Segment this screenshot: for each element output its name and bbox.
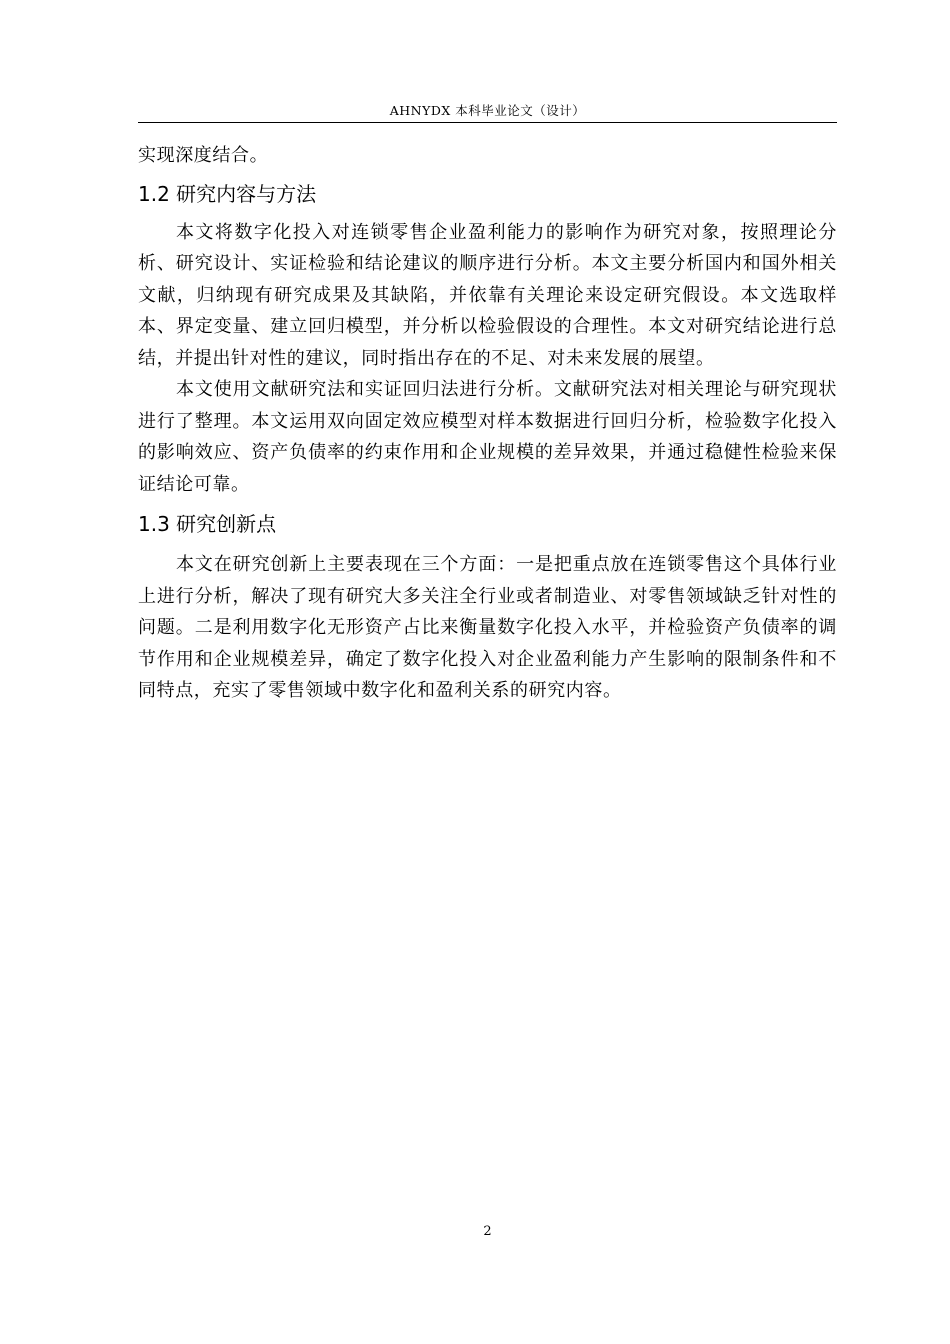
page-number: 2 <box>483 1224 492 1239</box>
page-body <box>138 140 837 707</box>
running-header: AHNYDX 本科毕业论文（设计） <box>138 100 837 123</box>
section-heading-1-3: 1.3 研究创新点 <box>138 512 277 536</box>
section-heading-1-2: 1.2 研究内容与方法 <box>138 181 317 206</box>
carryover-paragraph: 实现深度结合。 <box>138 145 269 166</box>
paragraph-1-3-a: 本文在研究创新上主要表现在三个方面：一是把重点放在连锁零售这个具体行业上进行分析，解决了现有研究大多关注全行业或者制造业、对零售领域缺乏针对性的问题。二是利用数字化无形资产占比来衡量数字化投入水平，并检验资产负债率的调节作用和企业规模差异，确定了数字化投入对企业盈利能力产生影响的限制条件和不同特点，充实了零售领域中数字化和盈利关系的研究内容。 <box>138 554 837 701</box>
paragraph-1-2-a: 本文将数字化投入对连锁零售企业盈利能力的影响作为研究对象，按照理论分析、研究设计、实证检验和结论建议的顺序进行分析。本文主要分析国内和国外相关文献，归纳现有研究成果及其缺陷，并依靠有关理论来设定研究假设。本文选取样本、界定变量、建立回归模型，并分析以检验假设的合理性。本文对研究结论进行总结，并提出针对性的建议，同时指出存在的不足、对未来发展的展望。 <box>138 221 837 369</box>
paragraph-1-2-b: 本文使用文献研究法和实证回归法进行分析。文献研究法对相关理论与研究现状进行了整理。本文运用双向固定效应模型对样本数据进行回归分析，检验数字化投入的影响效应、资产负债率的约束作用和企业规模的差异效果，并通过稳健性检验来保证结论可靠。 <box>138 379 837 495</box>
